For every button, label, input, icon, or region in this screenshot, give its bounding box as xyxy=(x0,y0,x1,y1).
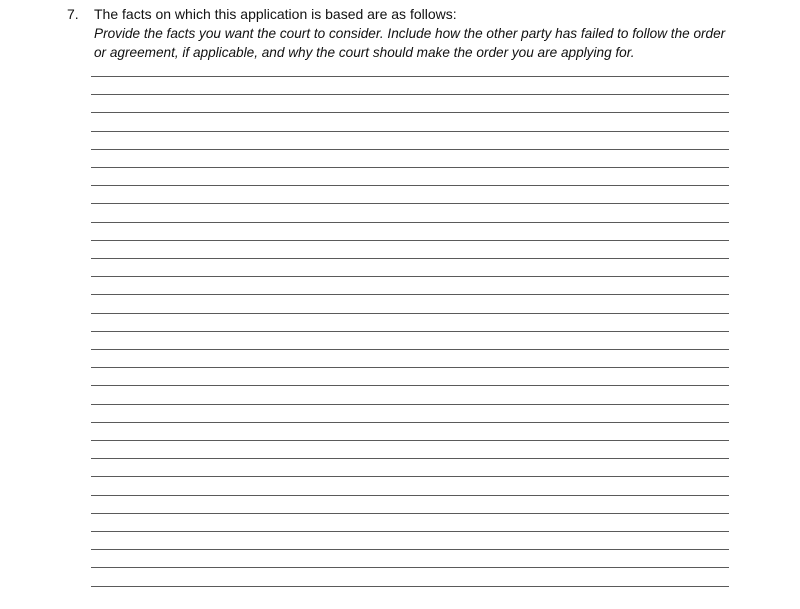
answer-line[interactable] xyxy=(91,294,729,295)
answer-line[interactable] xyxy=(91,586,729,587)
section-number: 7. xyxy=(67,6,79,22)
section-instructions: Provide the facts you want the court to consider. Include how the other party has failed to follow the order or agreement, if applicable, and why the court should make the order you are applying for. xyxy=(94,26,726,60)
answer-line[interactable] xyxy=(91,531,729,532)
answer-line[interactable] xyxy=(91,131,729,132)
answer-line[interactable] xyxy=(91,240,729,241)
answer-line[interactable] xyxy=(91,76,729,77)
answer-line[interactable] xyxy=(91,94,729,95)
answer-line[interactable] xyxy=(91,458,729,459)
answer-line[interactable] xyxy=(91,203,729,204)
answer-line[interactable] xyxy=(91,385,729,386)
answer-lines-area[interactable] xyxy=(91,76,729,606)
answer-line[interactable] xyxy=(91,476,729,477)
answer-line[interactable] xyxy=(91,367,729,368)
answer-line[interactable] xyxy=(91,331,729,332)
answer-line[interactable] xyxy=(91,513,729,514)
answer-line[interactable] xyxy=(91,549,729,550)
answer-line[interactable] xyxy=(91,422,729,423)
answer-line[interactable] xyxy=(91,349,729,350)
answer-line[interactable] xyxy=(91,567,729,568)
answer-line[interactable] xyxy=(91,495,729,496)
answer-line[interactable] xyxy=(91,185,729,186)
answer-line[interactable] xyxy=(91,313,729,314)
section-heading: The facts on which this application is based are as follows: xyxy=(94,6,457,22)
answer-line[interactable] xyxy=(91,149,729,150)
answer-line[interactable] xyxy=(91,112,729,113)
answer-line[interactable] xyxy=(91,222,729,223)
answer-line[interactable] xyxy=(91,276,729,277)
answer-line[interactable] xyxy=(91,258,729,259)
answer-line[interactable] xyxy=(91,167,729,168)
answer-line[interactable] xyxy=(91,440,729,441)
answer-line[interactable] xyxy=(91,404,729,405)
